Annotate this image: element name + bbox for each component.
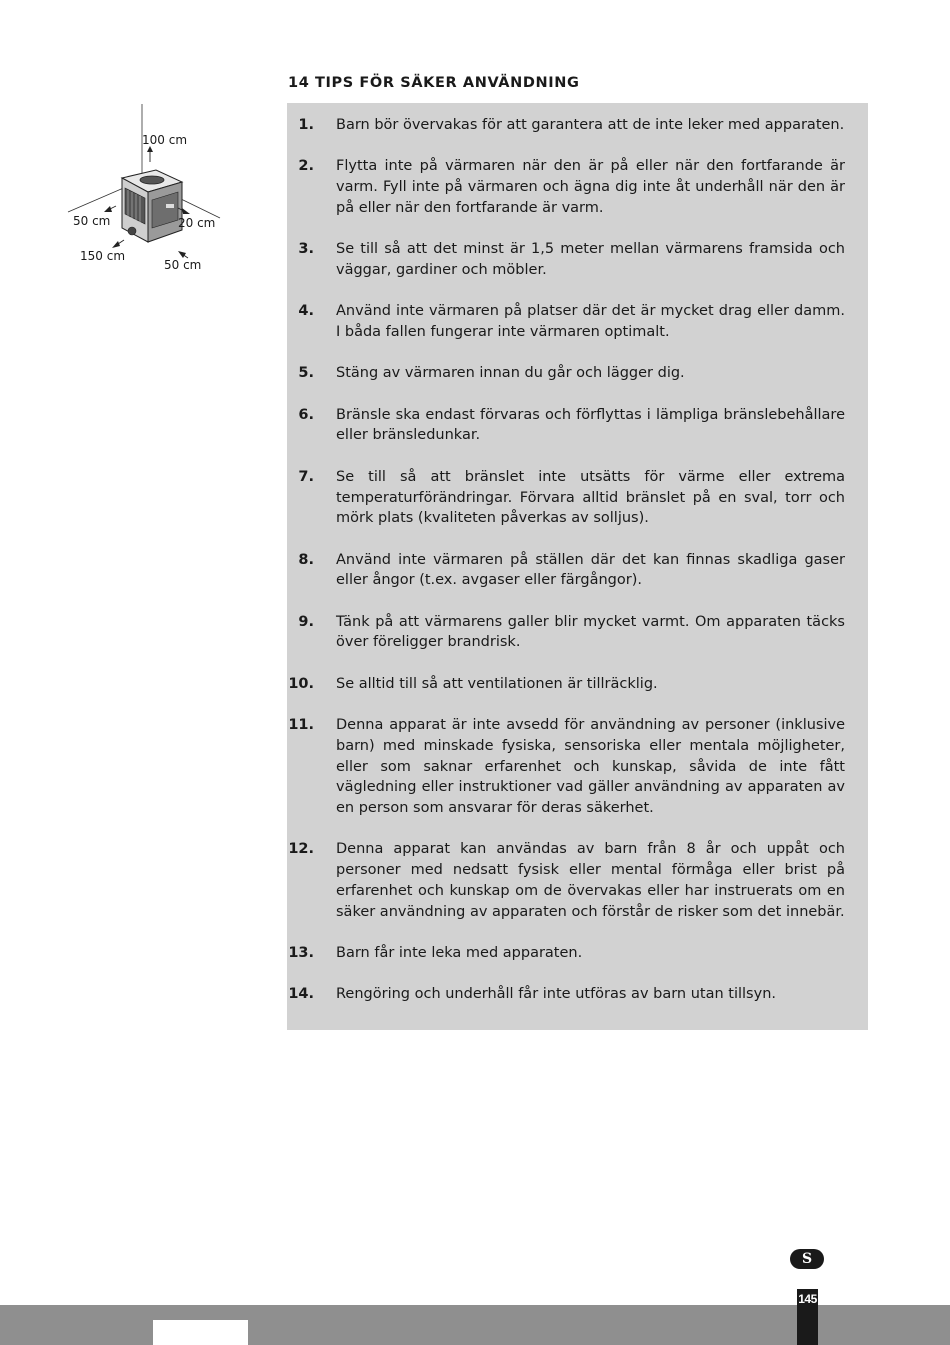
tip-text: Rengöring och underhåll får inte utföras av barn utan tillsyn. [336, 986, 776, 1003]
list-item [287, 612, 868, 653]
clearance-top-label: 100 cm [142, 133, 188, 147]
list-item [287, 984, 868, 1005]
tip-number: 14. [288, 986, 314, 1003]
tips-panel [287, 103, 868, 1030]
list-item [287, 467, 868, 529]
tip-text: Se alltid till så att ventilationen är tillräcklig. [336, 675, 658, 692]
tip-number: 2. [298, 158, 314, 175]
list-item [287, 363, 868, 384]
tip-number: 11. [288, 717, 314, 734]
tips-list [287, 115, 868, 1026]
list-item [287, 550, 868, 591]
footer-box [153, 1320, 248, 1345]
list-item [287, 156, 868, 218]
tip-number: 1. [298, 117, 314, 133]
tip-text: Se till så att bränslet inte utsätts för värme eller extrema temperaturförändringar. Förvara alltid bränslet på en sval, torr och mörk plats (kvaliteten påverkas av solljus). [336, 468, 845, 527]
clearance-front-right-label: 50 cm [164, 258, 202, 272]
list-item [287, 405, 868, 446]
tip-number: 10. [288, 675, 314, 692]
tip-number: 12. [288, 841, 314, 858]
tip-number: 4. [298, 303, 314, 320]
list-item [287, 115, 868, 136]
section-title: 14 TIPS FÖR SÄKER ANVÄNDNING [288, 75, 580, 91]
tip-text: Stäng av värmaren innan du går och lägger dig. [336, 365, 685, 382]
tip-number: 9. [298, 613, 314, 630]
tip-text: Barn bör övervakas för att garantera att de inte leker med apparaten. [336, 117, 845, 133]
clearance-front-left-label: 150 cm [80, 249, 126, 263]
list-item [287, 839, 868, 922]
page-number: 145 [798, 1292, 817, 1306]
tip-number: 8. [298, 551, 314, 568]
tip-text: Barn får inte leka med apparaten. [336, 944, 583, 961]
language-badge: S [790, 1249, 824, 1269]
list-item [287, 301, 868, 342]
tip-text: Denna apparat kan användas av barn från 8 år och uppåt och personer med nedsatt fysisk eller mental förmåga eller brist på erfarenhet och kunskap om de övervakas eller har instruerats om en säker användning av apparaten och förstår de risker som det innebär. [336, 841, 845, 920]
tip-text: Bränsle ska endast förvaras och förflyttas i lämpliga bränslebehållare eller bränsledunkar. [336, 406, 845, 444]
list-item [287, 943, 868, 964]
tip-number: 7. [298, 468, 314, 485]
tip-text: Flytta inte på värmaren när den är på eller när den fortfarande är varm. Fyll inte på värmaren och ägna dig inte åt underhåll när den är på eller när den fortfarande är varm. [336, 158, 845, 216]
tip-number: 5. [298, 365, 314, 382]
tip-number: 13. [288, 944, 314, 961]
list-item [287, 674, 868, 695]
tip-text: Tänk på att värmarens galler blir mycket varmt. Om apparaten täcks över föreligger brandrisk. [336, 613, 845, 651]
tip-text: Använd inte värmaren på ställen där det kan finnas skadliga gaser eller ångor (t.ex. avgaser eller färgångor). [336, 551, 845, 589]
list-item [287, 239, 868, 280]
tip-text: Denna apparat är inte avsedd för användning av personer (inklusive barn) med minskade fysiska, sensoriska eller mentala möjligheter, eller som saknar erfarenhet och kunskap, såvida de inte fått vägledning eller instruktioner vad gäller användning av apparaten av en person som ansvarar för deras säkerhet. [336, 717, 845, 817]
clearance-diagram [60, 100, 230, 280]
clearance-right-label: 20 cm [178, 216, 216, 230]
tip-number: 6. [298, 406, 314, 423]
list-item [287, 715, 868, 819]
clearance-left-label: 50 cm [73, 214, 111, 228]
tip-text: Använd inte värmaren på platser där det är mycket drag eller damm. I båda fallen fungerar inte värmaren optimalt. [336, 303, 845, 340]
tip-text: Se till så att det minst är 1,5 meter mellan värmarens framsida och väggar, gardiner och möbler. [336, 241, 845, 278]
tip-number: 3. [298, 241, 314, 258]
